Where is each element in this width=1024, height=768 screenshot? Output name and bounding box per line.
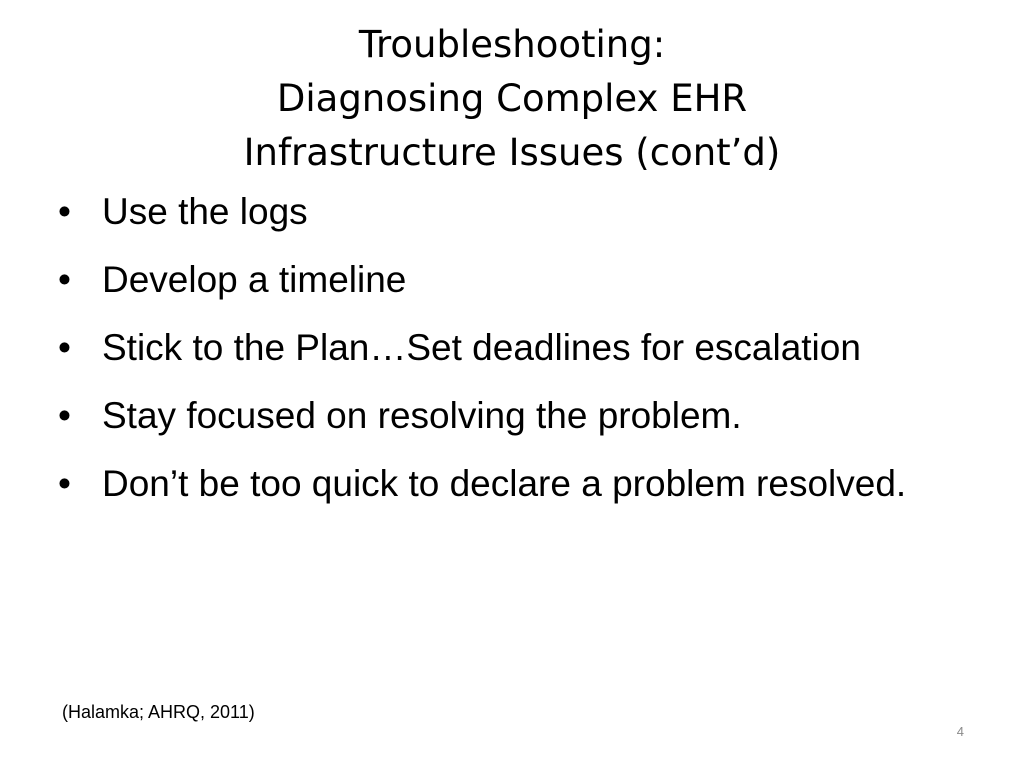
citation: (Halamka; AHRQ, 2011)	[62, 702, 255, 722]
bullet-dot-icon: •	[58, 395, 71, 436]
bullet-item-resolved	[58, 460, 958, 508]
bullet-list	[58, 188, 958, 528]
bullet-text: Use the logs	[102, 191, 308, 232]
slide-title	[60, 18, 964, 180]
bullet-item-plan	[58, 324, 958, 372]
bullet-dot-icon: •	[58, 463, 71, 504]
title-line-3: Infrastructure Issues (cont’d)	[243, 131, 781, 174]
bullet-text: Stick to the Plan…Set deadlines for escalation	[102, 327, 861, 368]
bullet-text: Don’t be too quick to declare a problem resolved.	[102, 463, 907, 504]
bullet-item-focus	[58, 392, 958, 440]
bullet-item-use-logs	[58, 188, 958, 236]
bullet-item-timeline	[58, 256, 958, 304]
title-line-1: Troubleshooting:	[358, 23, 666, 66]
bullet-dot-icon: •	[58, 327, 71, 368]
title-line-2: Diagnosing Complex EHR	[276, 77, 748, 120]
bullet-dot-icon: •	[58, 191, 71, 232]
bullet-text: Develop a timeline	[102, 259, 407, 300]
bullet-text: Stay focused on resolving the problem.	[102, 395, 742, 436]
page-number: 4	[956, 724, 964, 739]
bullet-dot-icon: •	[58, 259, 71, 300]
